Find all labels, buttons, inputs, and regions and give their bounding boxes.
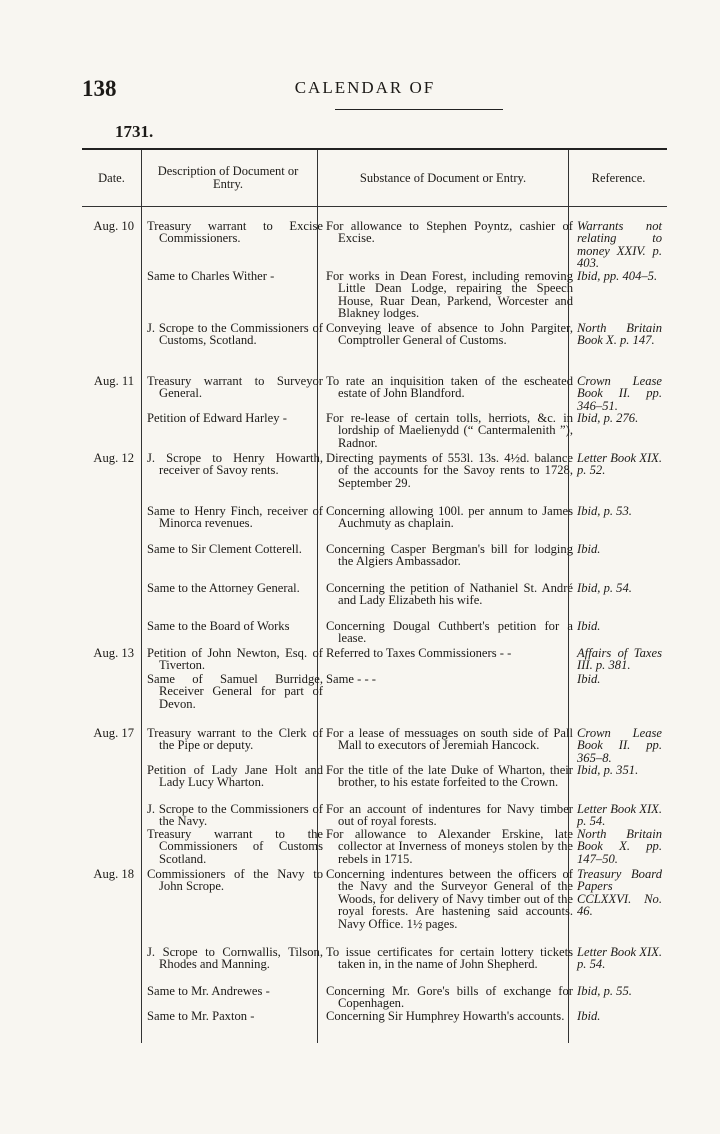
page-header (0, 0, 720, 141)
row-date: Aug. 13 (93, 646, 134, 660)
row-substance: For an account of indentures for Navy timber out of royal forests. (326, 802, 573, 829)
row-reference: Affairs of Taxes III. p. 381. (577, 646, 662, 673)
running-head: CALENDAR OF (294, 78, 436, 97)
row-substance: To rate an inquisition taken of the escheated estate of John Blandford. (326, 374, 573, 401)
row-description: Commissioners of the Navy to John Scrope. (147, 867, 323, 894)
row-substance: Concerning the petition of Nathaniel St. André and Lady Elizabeth his wife. (326, 581, 573, 608)
row-substance: Concerning Casper Bergman's bill for lodging the Algiers Ambassador. (326, 542, 573, 569)
row-description: J. Scrope to Cornwallis, Tilson, Rhodes and Manning. (147, 945, 323, 972)
header-rule (335, 109, 503, 110)
row-reference: North Britain Book X. pp. 147–50. (577, 827, 662, 866)
row-substance: For allowance to Stephen Poyntz, cashier of Excise. (326, 219, 573, 246)
row-date: Aug. 11 (93, 374, 134, 388)
row-substance: For the title of the late Duke of Wharton, their brother, to his estate forfeited to the Crown. (326, 763, 573, 790)
row-reference: Letter Book XIX. p. 52. (577, 451, 662, 478)
row-reference: Ibid. (577, 542, 601, 556)
row-reference: Crown Lease Book II. pp. 365–8. (577, 726, 662, 765)
row-description: J. Scrope to Henry Howarth, receiver of Savoy rents. (147, 451, 323, 478)
row-substance: Concerning Dougal Cuthbert's petition for a lease. (326, 619, 573, 646)
row-date: Aug. 10 (93, 219, 134, 233)
row-substance: Same - - - (326, 672, 377, 686)
row-substance: Concerning allowing 100l. per annum to James Auchmuty as chaplain. (326, 504, 573, 531)
row-description: Treasury warrant to the Clerk of the Pipe or deputy. (147, 726, 323, 753)
column-header-reference: Reference. (591, 170, 646, 185)
row-reference: Ibid. (577, 1009, 601, 1023)
row-description: Petition of John Newton, Esq. of Tiverton. (147, 646, 323, 673)
row-date: Aug. 17 (93, 726, 134, 740)
row-description: Petition of Edward Harley - (147, 411, 287, 425)
column-header-date: Date. (98, 170, 125, 185)
row-reference: Ibid, p. 55. (577, 984, 632, 998)
row-description: Same to Charles Wither - (147, 269, 275, 283)
row-date: Aug. 12 (93, 451, 134, 465)
row-substance: For works in Dean Forest, including removing Little Dean Lodge, repairing the Speech House, Ruar Dean, Parkend, Worcester and Blakney lodges. (326, 269, 573, 321)
row-reference: North Britain Book X. p. 147. (577, 321, 662, 348)
row-reference: Warrants not relating to money XXIV. p. 403. (577, 219, 662, 271)
row-reference: Ibid, pp. 404–5. (577, 269, 658, 283)
row-reference: Crown Lease Book II. pp. 346–51. (577, 374, 662, 413)
row-substance: Concerning indentures between the officers of the Navy and the Surveyor General of the Woods, for delivery of Navy timber out of the royal forests. Are hastening said accounts. Navy Office. 1½ pages. (326, 867, 573, 931)
row-description: Treasury warrant to the Commissioners of Customs Scotland. (147, 827, 323, 866)
column-header-substance: Substance of Document or Entry. (359, 170, 527, 185)
row-description: Same of Samuel Burridge, Receiver General for part of Devon. (147, 672, 323, 711)
row-reference: Treasury Board Papers CCLXXVI. No. 46. (577, 867, 662, 919)
page-number: 138 (82, 76, 117, 101)
row-substance: For allowance to Alexander Erskine, late collector at Inverness of moneys stolen by the rebels in 1715. (326, 827, 573, 866)
row-reference: Ibid, p. 276. (577, 411, 639, 425)
column-rule (317, 150, 318, 1043)
row-reference: Ibid. (577, 672, 601, 686)
column-header-description: Description of Document or Entry. (157, 164, 299, 191)
row-description: Same to Sir Clement Cotterell. (147, 542, 302, 556)
row-substance: Concerning Mr. Gore's bills of exchange for Copenhagen. (326, 984, 573, 1011)
row-substance: Conveying leave of absence to John Pargiter, Comptroller General of Customs. (326, 321, 573, 348)
row-description: Petition of Lady Jane Holt and Lady Lucy Wharton. (147, 763, 323, 790)
row-reference: Letter Book XIX. p. 54. (577, 945, 662, 972)
row-substance: For a lease of messuages on south side of Pall Mall to executors of Jeremiah Hancock. (326, 726, 573, 753)
row-date: Aug. 18 (93, 867, 134, 881)
year-heading: 1731. (115, 122, 154, 141)
row-description: J. Scrope to the Commissioners of Customs, Scotland. (147, 321, 323, 348)
row-substance: Referred to Taxes Commissioners - - (326, 646, 512, 660)
column-rule (141, 150, 142, 1043)
header-rule (82, 206, 667, 207)
row-substance: For re-lease of certain tolls, herriots, &c. in lordship of Maelienydd (“ Cantermalenith ”), Radnor. (326, 411, 573, 450)
row-description: Same to Henry Finch, receiver of Minorca revenues. (147, 504, 323, 531)
row-substance: Directing payments of 553l. 13s. 4½d. balance of the accounts for the Savoy rents to 1728, September 29. (326, 451, 573, 490)
row-reference: Ibid. (577, 619, 601, 633)
row-description: Same to Mr. Paxton - (147, 1009, 255, 1023)
row-description: Same to Mr. Andrewes - (147, 984, 270, 998)
calendar-table (82, 148, 667, 1043)
row-reference: Letter Book XIX. p. 54. (577, 802, 662, 829)
row-description: Same to the Board of Works (147, 619, 290, 633)
row-reference: Ibid, p. 54. (577, 581, 632, 595)
row-substance: To issue certificates for certain lottery tickets taken in, in the name of John Shepherd. (326, 945, 573, 972)
row-description: J. Scrope to the Commissioners of the Navy. (147, 802, 323, 829)
row-description: Same to the Attorney General. (147, 581, 300, 595)
row-description: Treasury warrant to Surveyor General. (147, 374, 323, 401)
row-substance: Concerning Sir Humphrey Howarth's accounts. (326, 1009, 565, 1023)
row-reference: Ibid, p. 351. (577, 763, 639, 777)
row-description: Treasury warrant to Excise Commissioners. (147, 219, 323, 246)
row-reference: Ibid, p. 53. (577, 504, 632, 518)
